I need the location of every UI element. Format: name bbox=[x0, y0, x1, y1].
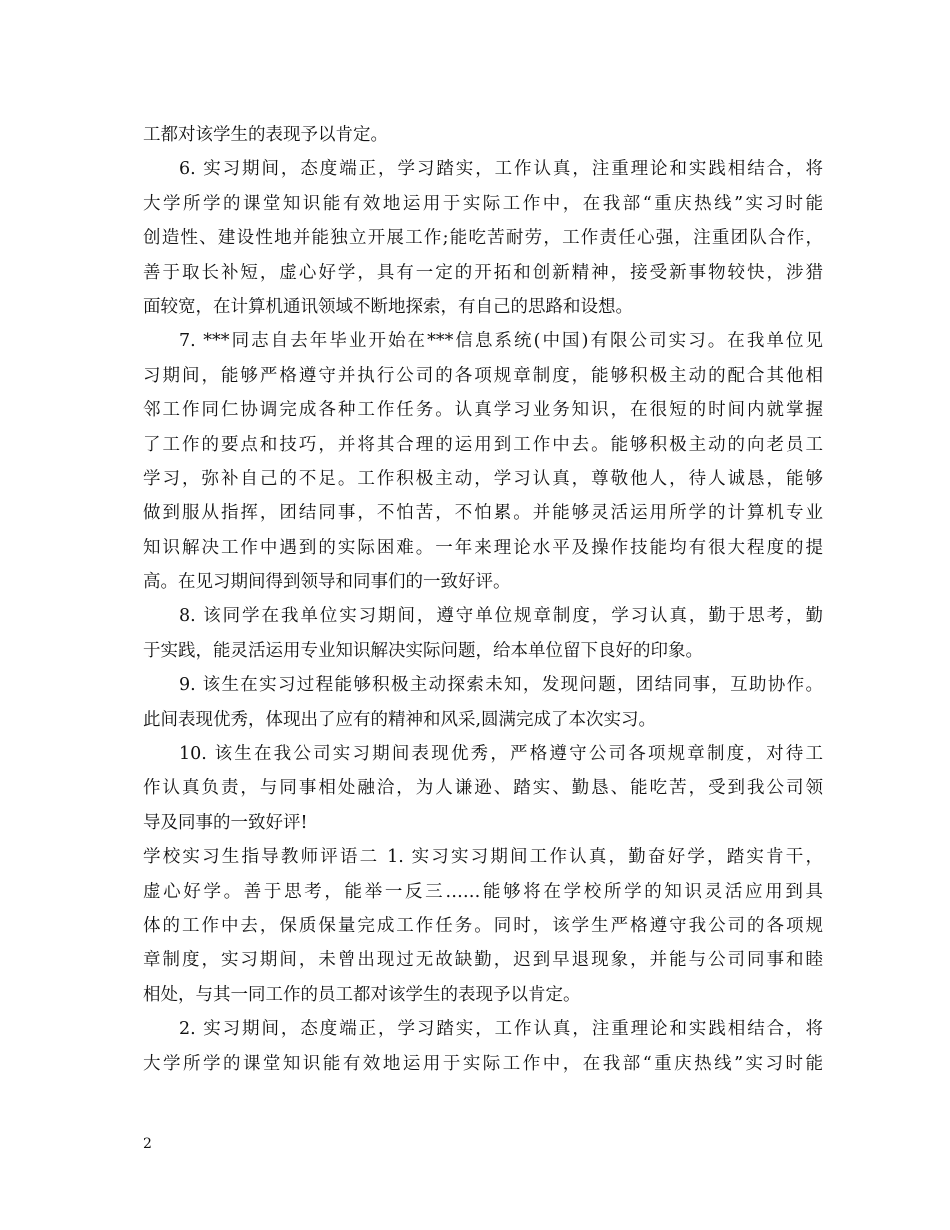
text-line: 做到服从指挥，团结同事，不怕苦，不怕累。并能够灵活运用所学的计算机专业 bbox=[143, 503, 823, 524]
text-line: 学习，弥补自己的不足。工作积极主动，学习认真，尊敬他人，待人诚恳，能够 bbox=[143, 468, 823, 489]
text-line: 邻工作同仁协调完成各种工作任务。认真学习业务知识，在很短的时间内就掌握 bbox=[143, 400, 823, 421]
text-line: 习期间，能够严格遵守并执行公司的各项规章制度，能够积极主动的配合其他相 bbox=[143, 365, 823, 386]
text-line: 8. 该同学在我单位实习期间，遵守单位规章制度，学习认真，勤于思考，勤 bbox=[179, 606, 823, 627]
text-line: 9. 该生在实习过程能够积极主动探索未知，发现问题，团结同事，互助协作。 bbox=[179, 675, 823, 696]
text-line: 7. ***同志自去年毕业开始在***信息系统(中国)有限公司实习。在我单位见 bbox=[179, 331, 823, 352]
text-line: 于实践，能灵活运用专业知识解决实际问题，给本单位留下良好的印象。 bbox=[143, 640, 703, 661]
text-line: 10. 该生在我公司实习期间表现优秀，严格遵守公司各项规章制度，对待工 bbox=[179, 744, 823, 765]
text-line: 创造性、建设性地并能独立开展工作;能吃苦耐劳，工作责任心强，注重团队合作， bbox=[143, 228, 823, 249]
text-line: 作认真负责，与同事相处融洽，为人谦逊、踏实、勤恳、能吃苦，受到我公司领 bbox=[143, 778, 823, 799]
text-line: 了工作的要点和技巧，并将其合理的运用到工作中去。能够积极主动的向老员工 bbox=[143, 434, 823, 455]
text-line: 此间表现优秀，体现出了应有的精神和风采,圆满完成了本次实习。 bbox=[143, 709, 657, 730]
text-line: 体的工作中去，保质保量完成工作任务。同时，该学生严格遵守我公司的各项规 bbox=[143, 915, 823, 936]
text-line: 大学所学的课堂知识能有效地运用于实际工作中，在我部“重庆热线”实习时能 bbox=[143, 1053, 823, 1074]
text-line: 虚心好学。善于思考，能举一反三……能够将在学校所学的知识灵活应用到具 bbox=[143, 881, 823, 902]
text-line: 大学所学的课堂知识能有效地运用于实际工作中，在我部“重庆热线”实习时能 bbox=[143, 193, 823, 214]
text-line: 工都对该学生的表现予以肯定。 bbox=[143, 125, 388, 145]
text-line: 6. 实习期间，态度端正，学习踏实，工作认真，注重理论和实践相结合，将 bbox=[179, 159, 823, 180]
text-line: 导及同事的一致好评! bbox=[143, 812, 308, 833]
page-number: 2 bbox=[143, 1136, 152, 1152]
body-text bbox=[143, 118, 823, 1081]
text-line: 2. 实习期间，态度端正，学习踏实，工作认真，注重理论和实践相结合，将 bbox=[179, 1019, 823, 1040]
text-line: 面较宽，在计算机通讯领域不断地探索，有自己的思路和设想。 bbox=[143, 296, 633, 317]
text-line: 学校实习生指导教师评语二 1. 实习实习期间工作认真，勤奋好学，踏实肯干， bbox=[143, 847, 823, 868]
text-line: 章制度，实习期间，未曾出现过无故缺勤，迟到早退现象，并能与公司同事和睦 bbox=[143, 950, 823, 971]
text-line: 知识解决工作中遇到的实际困难。一年来理论水平及操作技能均有很大程度的提 bbox=[143, 537, 823, 558]
text-line: 高。在见习期间得到领导和同事们的一致好评。 bbox=[143, 572, 511, 593]
text-line: 相处，与其一同工作的员工都对该学生的表现予以肯定。 bbox=[143, 984, 581, 1005]
text-line: 善于取长补短，虚心好学，具有一定的开拓和创新精神，接受新事物较快，涉猎 bbox=[143, 262, 823, 283]
